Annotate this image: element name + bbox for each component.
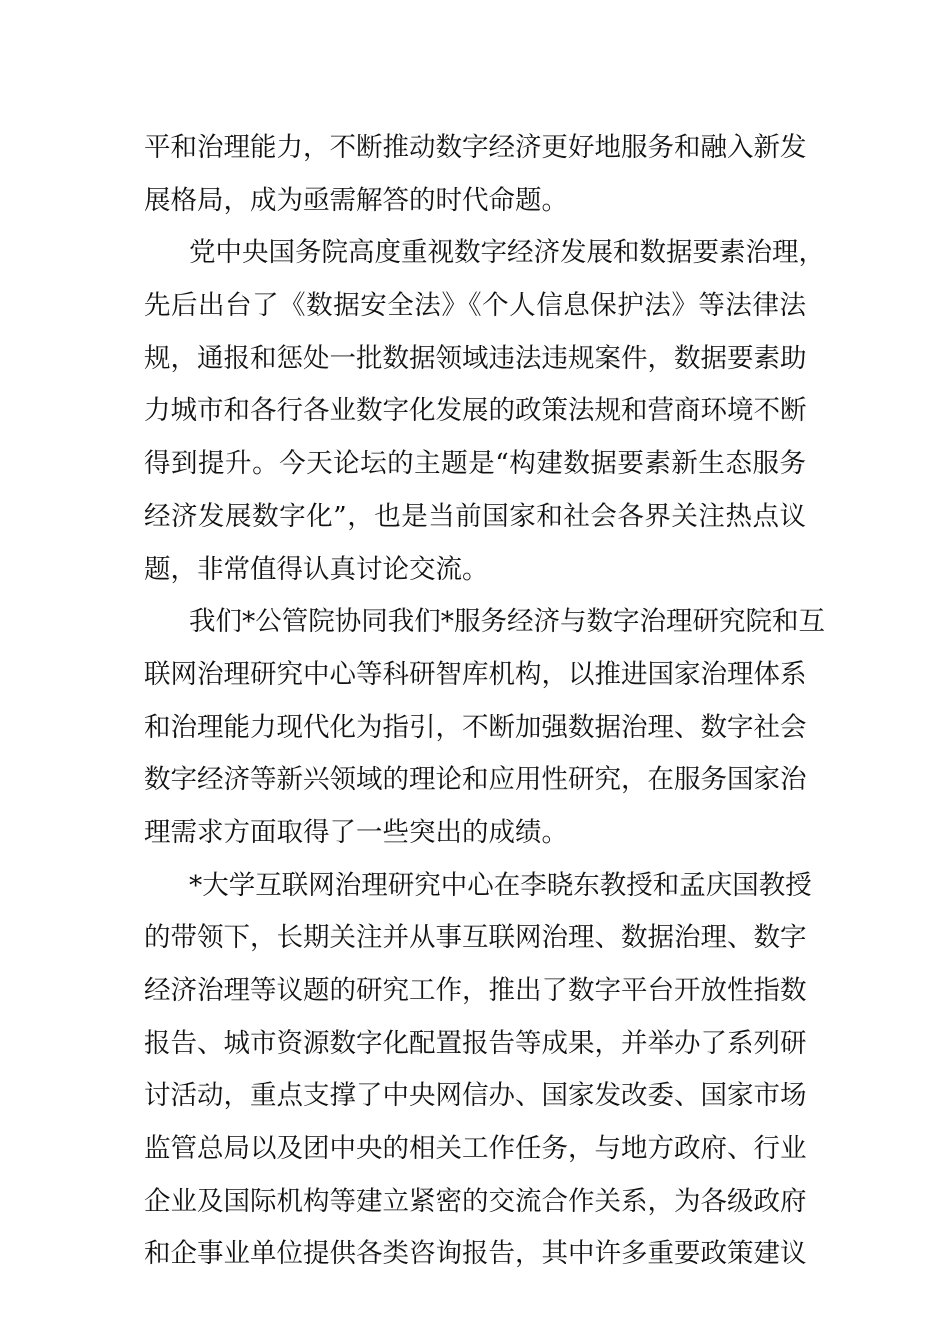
- text-line: 讨活动，重点支撑了中央网信办、国家发改委、国家市场: [144, 1080, 807, 1112]
- text-line: 的带领下，长期关注并从事互联网治理、数据治理、数字: [144, 922, 807, 954]
- text-line: 展格局，成为亟需解答的时代命题。: [144, 184, 568, 216]
- text-line: 经济发展数字化”，也是当前国家和社会各界关注热点议: [144, 500, 806, 532]
- text-line: 题，非常值得认真讨论交流。: [144, 553, 489, 585]
- text-line: 和治理能力现代化为指引，不断加强数据治理、数字社会: [144, 711, 807, 743]
- text-line: 企业及国际机构等建立紧密的交流合作关系，为各级政府: [144, 1185, 807, 1217]
- text-line: 平和治理能力，不断推动数字经济更好地服务和融入新发: [144, 132, 807, 163]
- text-line: 党中央国务院高度重视数字经济发展和数据要素治理，: [189, 237, 825, 269]
- text-line: 报告、城市资源数字化配置报告等成果，并举办了系列研: [144, 1027, 807, 1059]
- text-line: 和企事业单位提供各类咨询报告，其中许多重要政策建议: [144, 1238, 807, 1270]
- text-line: 力城市和各行各业数字化发展的政策法规和营商环境不断: [144, 395, 807, 427]
- text-line: 监管总局以及团中央的相关工作任务，与地方政府、行业: [144, 1133, 807, 1165]
- text-line: 规，通报和惩处一批数据领域违法违规案件，数据要素助: [144, 342, 807, 374]
- text-line: 我们*公管院协同我们*服务经济与数字治理研究院和互: [189, 606, 825, 638]
- body-text: [144, 122, 825, 1281]
- text-line: 经济治理等议题的研究工作，推出了数字平台开放性指数: [144, 975, 807, 1006]
- text-line: 联网治理研究中心等科研智库机构，以推进国家治理体系: [144, 658, 807, 690]
- text-line: 数字经济等新兴领域的理论和应用性研究，在服务国家治: [144, 764, 807, 796]
- text-line: 得到提升。今天论坛的主题是“构建数据要素新生态服务: [144, 448, 806, 480]
- text-line: 先后出台了《数据安全法》《个人信息保护法》等法律法: [144, 290, 806, 322]
- text-line: 理需求方面取得了一些突出的成绩。: [144, 816, 568, 848]
- text-line: *大学互联网治理研究中心在李晓东教授和孟庆国教授: [189, 869, 812, 901]
